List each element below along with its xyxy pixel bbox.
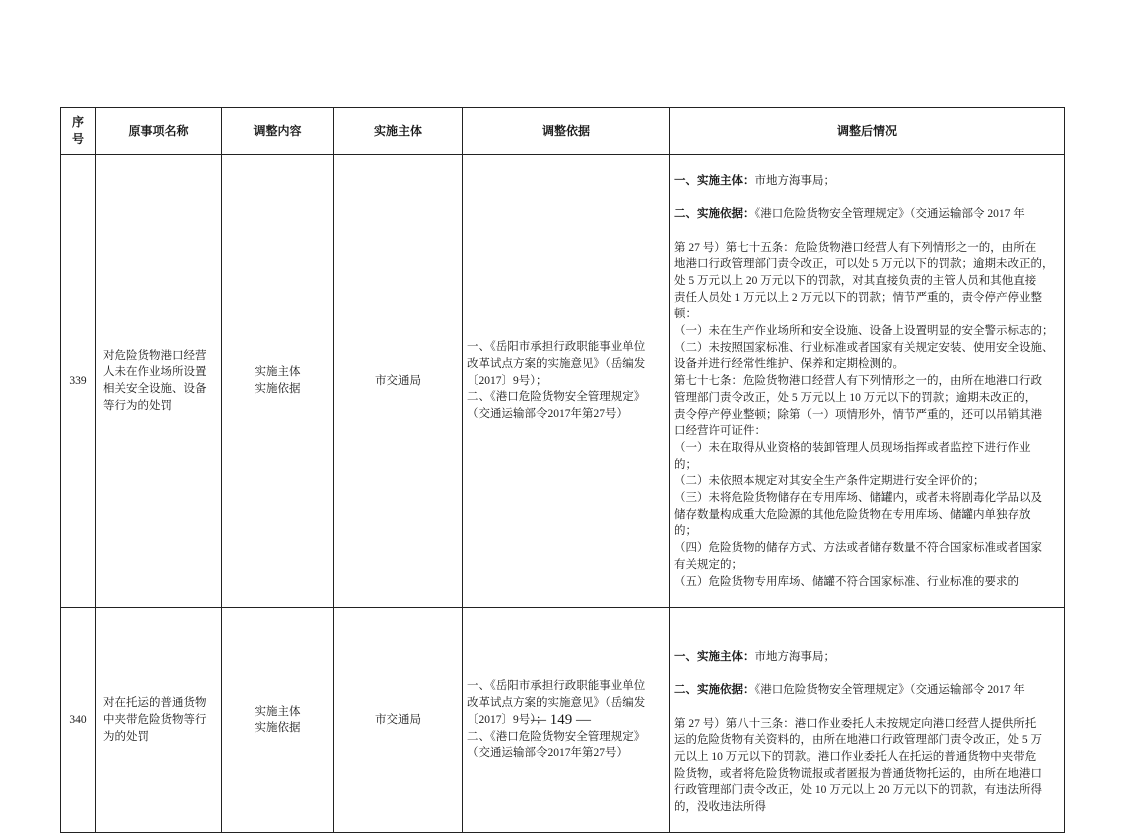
- detail-line: 的；: [674, 458, 697, 471]
- detail-line: （二）未依照本规定对其安全生产条件定期进行安全评价的；: [674, 475, 985, 488]
- detail-line: 的，没收违法所得: [674, 801, 766, 814]
- detail-line: （三）未将危险货物储存在专用库场、储罐内，或者未将剧毒化学品以及: [674, 492, 1042, 505]
- header-basis: 调整依据: [463, 108, 670, 155]
- detail-line: 储存数量构成重大危险源的其他危险货物在专用库场、储罐内单独存放: [674, 508, 1031, 521]
- header-subject: 实施主体: [334, 108, 463, 155]
- row-number: 339: [61, 155, 96, 608]
- adjusted-detail: [670, 155, 1065, 608]
- detail-line: 运的危险货物有关资料的，由所在地港口行政管理部门责令改正，处 5 万: [674, 734, 1042, 747]
- item-name: 对危险货物港口经营 人未在作业场所设置 相关安全设施、设备 等行为的处罚: [96, 155, 222, 608]
- detail-text: 市地方海事局；: [754, 650, 835, 663]
- detail-line: 设备并进行经常性维护、保养和定期检测的。: [674, 358, 904, 371]
- detail-line: （一）未在取得从业资格的装卸管理人员现场指挥或者监控下进行作业: [674, 441, 1031, 454]
- adjust-content: 实施主体 实施依据: [222, 155, 334, 608]
- detail-line: 行政管理部门责令改正，处 10 万元以上 20 万元以下的罚款，有违法所得: [674, 784, 1042, 797]
- detail-label: 二、实施依据：: [674, 684, 755, 697]
- detail-line: 处 5 万元以上 20 万元以下的罚款，对其直接负责的主管人员和其他直接: [674, 274, 1037, 287]
- detail-line: 险货物，或者将危险货物谎报或者匿报为普通货物托运的，由所在地港口: [674, 767, 1042, 780]
- detail-line: 管理部门责令改正，处 5 万元以上 10 万元以下的罚款；逾期未改正的，: [674, 391, 1037, 404]
- detail-line: 顿：: [674, 308, 697, 321]
- detail-line: （五）危险货物专用库场、储罐不符合国家标准、行业标准的要求的: [674, 575, 1019, 588]
- detail-label: 一、实施主体：: [674, 174, 755, 187]
- header-name: 原事项名称: [96, 108, 222, 155]
- detail-line: 责令停产停业整顿；除第（一）项情形外，情节严重的，还可以吊销其港: [674, 408, 1042, 421]
- page-number: — 149 —: [531, 712, 591, 728]
- header-no: 序号: [61, 108, 96, 155]
- detail-line: 口经营许可证件：: [674, 425, 766, 438]
- detail-label: 一、实施主体：: [674, 650, 755, 663]
- detail-text: 《港口危险货物安全管理规定》（交通运输部令 2017 年: [754, 684, 1025, 697]
- implementing-body: 市交通局: [334, 607, 463, 832]
- header-detail: 调整后情况: [670, 108, 1065, 155]
- detail-line: （一）未在生产作业场所和安全设施、设备上设置明显的安全警示标志的；: [674, 325, 1054, 338]
- implementing-body: 市交通局: [334, 155, 463, 608]
- adjust-basis: 一、《岳阳市承担行政职能事业单位 改革试点方案的实施意见》（岳编发 〔2017〕9号）； 二、《港口危险货物安全管理规定》 （交通运输部令2017年第27号）: [463, 607, 670, 832]
- detail-text: 市地方海事局；: [754, 174, 835, 187]
- detail-line: 第七十七条：危险货物港口经营人有下列情形之一的，由所在地港口行政: [674, 375, 1042, 388]
- table-row: [61, 155, 1065, 608]
- detail-line: 有关规定的；: [674, 558, 743, 571]
- detail-text: 《港口危险货物安全管理规定》（交通运输部令 2017 年: [754, 208, 1025, 221]
- detail-line: （二）未按照国家标准、行业标准或者国家有关规定安装、使用安全设施、: [674, 341, 1054, 354]
- detail-line: 责任人员处 1 万元以上 2 万元以下的罚款；情节严重的，责令停产停业整: [674, 291, 1042, 304]
- adjust-basis: 一、《岳阳市承担行政职能事业单位 改革试点方案的实施意见》（岳编发 〔2017〕9号）； 二、《港口危险货物安全管理规定》 （交通运输部令2017年第27号）: [463, 155, 670, 608]
- detail-line: 地港口行政管理部门责令改正，可以处 5 万元以下的罚款；逾期未改正的，: [674, 258, 1054, 271]
- detail-line: 的；: [674, 525, 697, 538]
- adjust-content: 实施主体 实施依据: [222, 607, 334, 832]
- detail-line: 第 27 号）第七十五条：危险货物港口经营人有下列情形之一的，由所在: [674, 241, 1037, 254]
- table-header-row: [61, 108, 1065, 155]
- detail-line: （四）危险货物的储存方式、方法或者储存数量不符合国家标准或者国家: [674, 542, 1042, 555]
- detail-line: 元以上 10 万元以下的罚款。港口作业委托人在托运的普通货物中夹带危: [674, 750, 1037, 763]
- header-content: 调整内容: [222, 108, 334, 155]
- row-number: 340: [61, 607, 96, 832]
- detail-line: 第 27 号）第八十三条：港口作业委托人未按规定向港口经营人提供所托: [674, 717, 1037, 730]
- detail-label: 二、实施依据：: [674, 208, 755, 221]
- item-name: 对在托运的普通货物 中夹带危险货物等行 为的处罚: [96, 607, 222, 832]
